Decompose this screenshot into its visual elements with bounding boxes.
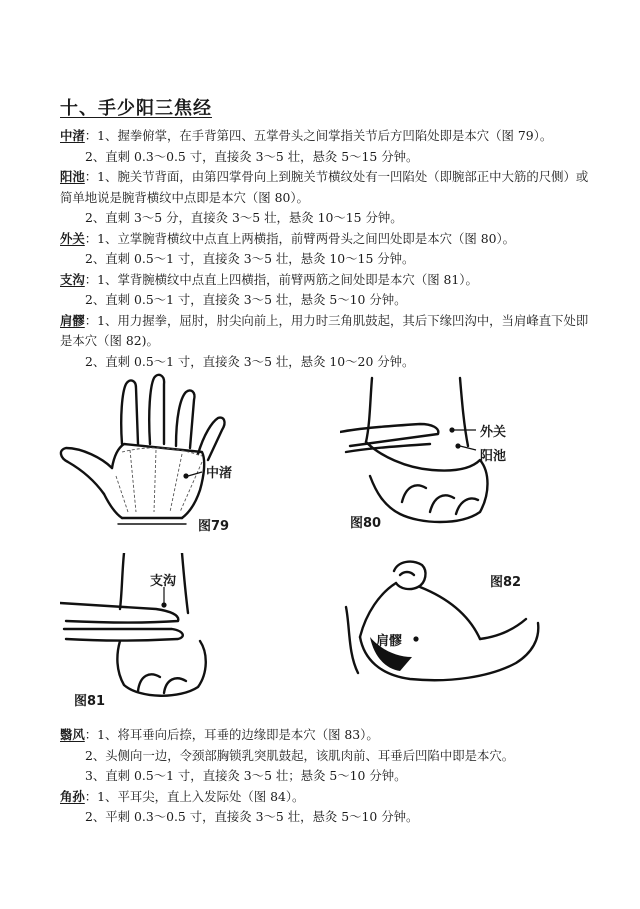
fig82-caption: 图82 bbox=[490, 575, 522, 590]
fig80-point-label-yangchi: 阳池 bbox=[480, 449, 507, 464]
entry-jianliao-line2: 2、直刺 0.5～1 寸，直接灸 3～5 壮，悬灸 10～20 分钟。 bbox=[85, 353, 415, 369]
term-zhigou: 支沟 bbox=[60, 271, 85, 287]
acupoint-list-top bbox=[60, 126, 600, 372]
entry-zhigou-line2: 2、直刺 0.5～1 寸，直接灸 3～5 壮，悬灸 5～10 分钟。 bbox=[85, 292, 407, 307]
zhigou-point-dot bbox=[161, 602, 166, 607]
fig81-point-label: 支沟 bbox=[150, 574, 177, 589]
entry-jiaosun-line2: 2、平刺 0.3～0.5 寸，直接灸 3～5 壮，悬灸 5～10 分钟。 bbox=[85, 809, 419, 824]
term-yangchi: 阳池 bbox=[60, 169, 85, 184]
figure-81 bbox=[60, 553, 240, 713]
jianliao-point-dot bbox=[413, 636, 418, 641]
entry-jianliao-line1: 肩髎：1、用力握拳，屈肘，肘尖向前上，用力时三角肌鼓起，其后下缘凹沟中，当肩峰直下处即是本穴（图 82)。 bbox=[60, 312, 589, 348]
yangchi-point-dot bbox=[455, 443, 460, 448]
zhongzhu-point-dot bbox=[183, 473, 188, 478]
entry-zhongzhu-line2: 2、直刺 0.3～0.5 寸，直接灸 3～5 壮，悬灸 5～15 分钟。 bbox=[85, 148, 419, 164]
term-waiguan: 外关 bbox=[60, 230, 85, 246]
fig79-point-label: 中渚 bbox=[206, 466, 233, 481]
section-title: 十、手少阳三焦经 bbox=[60, 98, 212, 119]
hand-illustration-79 bbox=[52, 372, 302, 542]
term-zhongzhu: 中渚 bbox=[60, 128, 85, 143]
entry-yangchi-line1: 阳池：1、腕关节背面，由第四掌骨向上到腕关节横纹处有一凹陷处（即腕部正中大筋的尺侧）或简单地说是腕背横纹中点即是本穴（图 80）。 bbox=[60, 169, 589, 205]
waiguan-point-dot bbox=[449, 427, 454, 432]
entry-jiaosun-line1: 角孙：1、平耳尖，直上入发际处（图 84）。 bbox=[60, 788, 305, 804]
entry-waiguan-line2: 2、直刺 0.5～1 寸，直接灸 3～5 壮，悬灸 10～15 分钟。 bbox=[85, 251, 415, 266]
entry-yifeng-line2: 2、头侧向一边，令颈部胸锁乳突肌鼓起，该肌肉前、耳垂后凹陷中即是本穴。 bbox=[85, 747, 515, 763]
fig82-point-label: 肩髎 bbox=[376, 634, 403, 649]
fig80-point-label-waiguan: 外关 bbox=[480, 425, 507, 440]
term-jianliao: 肩髎 bbox=[60, 312, 85, 328]
fig80-caption: 图80 bbox=[350, 516, 382, 531]
figure-80 bbox=[340, 372, 540, 537]
entry-waiguan-line1: 外关：1、立掌腕背横纹中点直上两横指，前臂两骨头之间凹处即是本穴（图 80）。 bbox=[60, 230, 516, 246]
figure-79 bbox=[52, 372, 302, 542]
acupoint-list-bottom bbox=[60, 725, 600, 828]
entry-yifeng-line3: 3、直刺 0.5～1 寸，直接灸 3～5 壮；悬灸 5～10 分钟。 bbox=[85, 768, 407, 783]
entry-yangchi-line2: 2、直刺 3～5 分，直接灸 3～5 壮，悬灸 10～15 分钟。 bbox=[85, 210, 403, 225]
entry-yifeng-line1: 翳风：1、将耳垂向后捺，耳垂的边缘即是本穴（图 83）。 bbox=[60, 727, 379, 742]
entry-zhigou-line1: 支沟：1、掌背腕横纹中点直上四横指，前臂两筋之间处即是本穴（图 81）。 bbox=[60, 271, 478, 287]
entry-zhongzhu-line1: 中渚：1、握拳俯掌，在手背第四、五掌骨头之间掌指关节后方凹陷处即是本穴（图 79）。 bbox=[60, 128, 553, 143]
fig81-caption: 图81 bbox=[74, 694, 106, 709]
figure-82 bbox=[340, 553, 550, 693]
fig79-caption: 图79 bbox=[198, 519, 230, 534]
term-yifeng: 翳风 bbox=[60, 727, 85, 742]
term-jiaosun: 角孙 bbox=[60, 788, 85, 804]
